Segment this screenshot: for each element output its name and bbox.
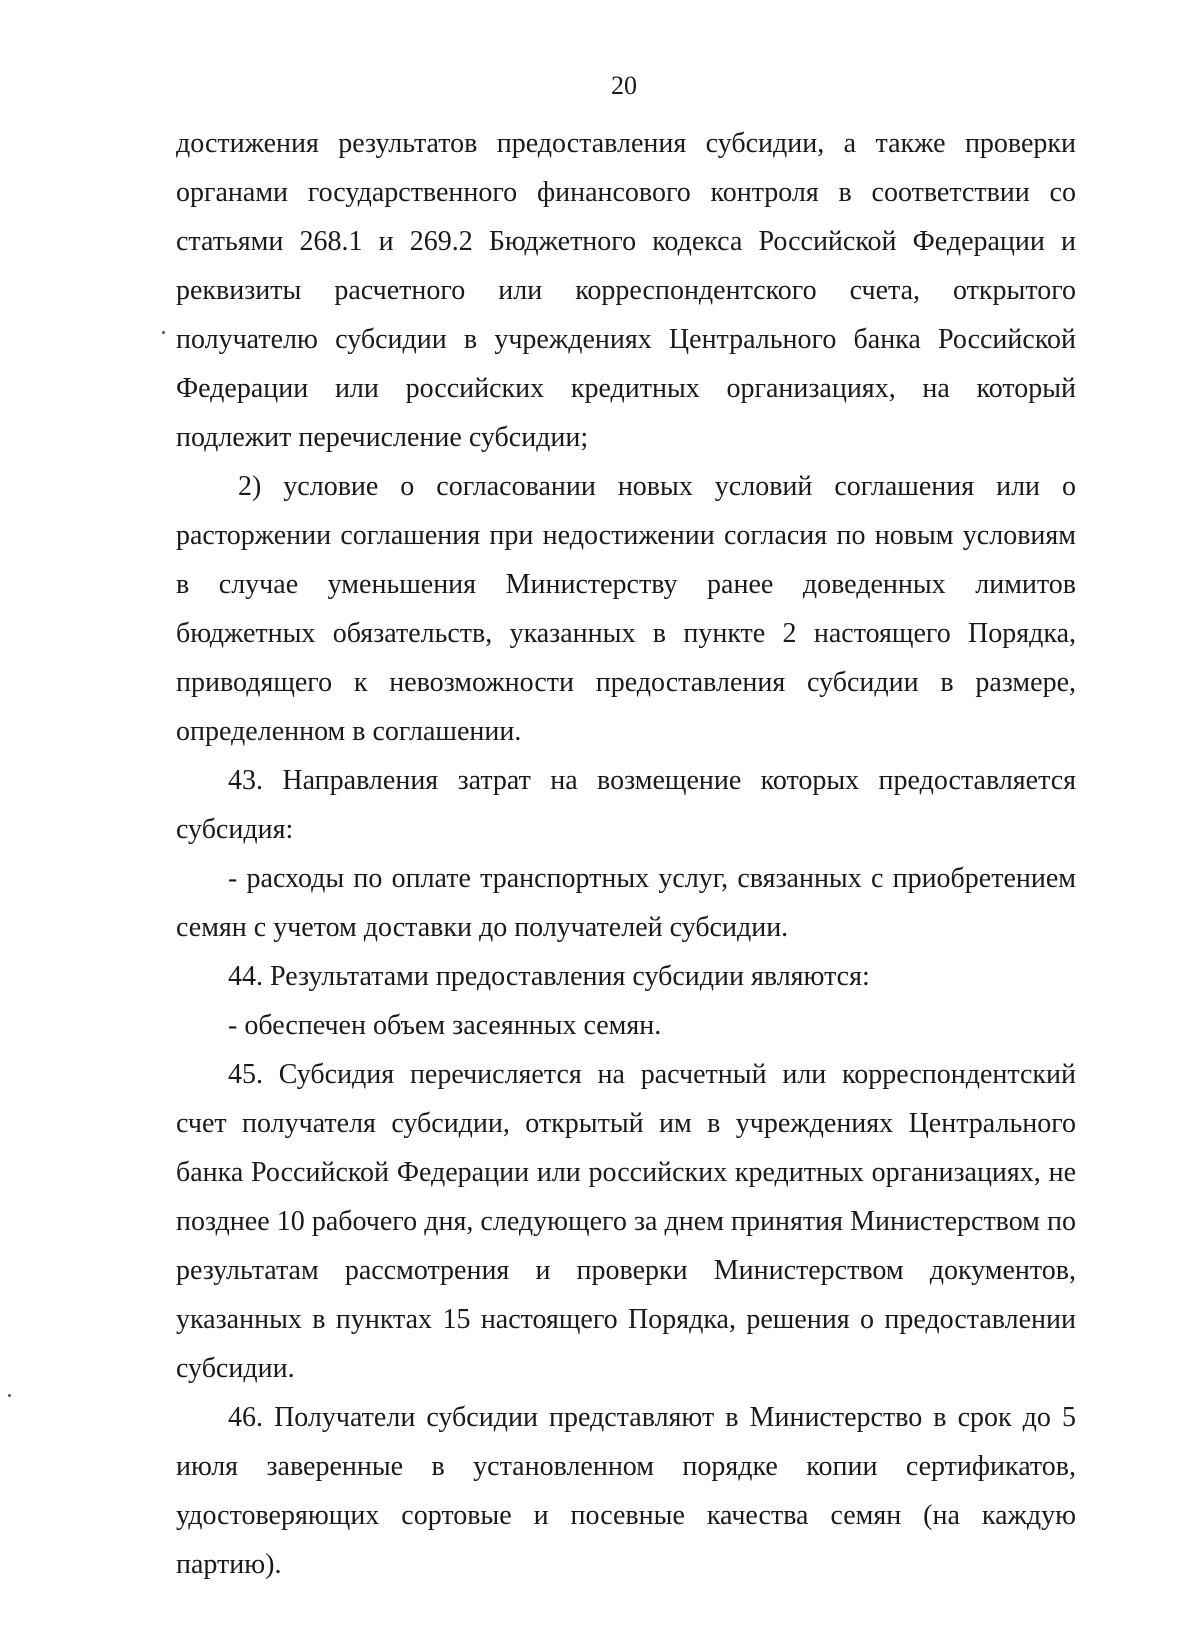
paragraph-43: 43. Направления затрат на возмещение которых предоставляется субсидия: bbox=[176, 765, 1076, 845]
scan-speck bbox=[8, 1394, 11, 1397]
paragraph-continuation: достижения результатов предоставления субсидии, а также проверки органами государственного финансового контроля в соответствии со статьями 268.1 и 269.2 Бюджетного кодекса Российской Федерации и реквизиты расчетного или корреспондентского счета, открытого получателю субсидии в учреждениях Центрального банка Российской Федерации или российских кредитных организациях, на который подлежит перечисление субсидии; bbox=[176, 128, 1076, 453]
paragraph-46: 46. Получатели субсидии представляют в Министерство в срок до 5 июля заверенные в установленном порядке копии сертификатов, удостоверяющих сортовые и посевные качества семян (на каждую партию). bbox=[176, 1402, 1076, 1580]
paragraph-44-item: - обеспечен объем засеянных семян. bbox=[228, 1010, 662, 1041]
paragraph-item-2: 2) условие о согласовании новых условий соглашения или о расторжении соглашения при недостижении согласия по новым условиям в случае уменьшения Министерству ранее доведенных лимитов бюджетных обязательств, указанных в пункте 2 настоящего Порядка, приводящего к невозможности предоставления субсидии в размере, определенном в соглашении. bbox=[176, 471, 1076, 747]
paragraph-45: 45. Субсидия перечисляется на расчетный или корреспондентский счет получателя субсидии, открытый им в учреждениях Центрального банка Российской Федерации или российских кредитных организациях, не позднее 10 рабочего дня, следующего за днем принятия Министерством по результатам рассмотрения и проверки Министерством документов, указанных в пунктах 15 настоящего Порядка, решения о предоставлении субсидии. bbox=[176, 1059, 1076, 1384]
paragraph-44: 44. Результатами предоставления субсидии являются: bbox=[228, 961, 870, 992]
page-number: 20 bbox=[611, 71, 637, 100]
document-body bbox=[176, 119, 1076, 1589]
paragraph-43-item: - расходы по оплате транспортных услуг, связанных с приобретением семян с учетом доставки до получателей субсидии. bbox=[176, 863, 1076, 943]
scan-speck bbox=[162, 331, 165, 334]
